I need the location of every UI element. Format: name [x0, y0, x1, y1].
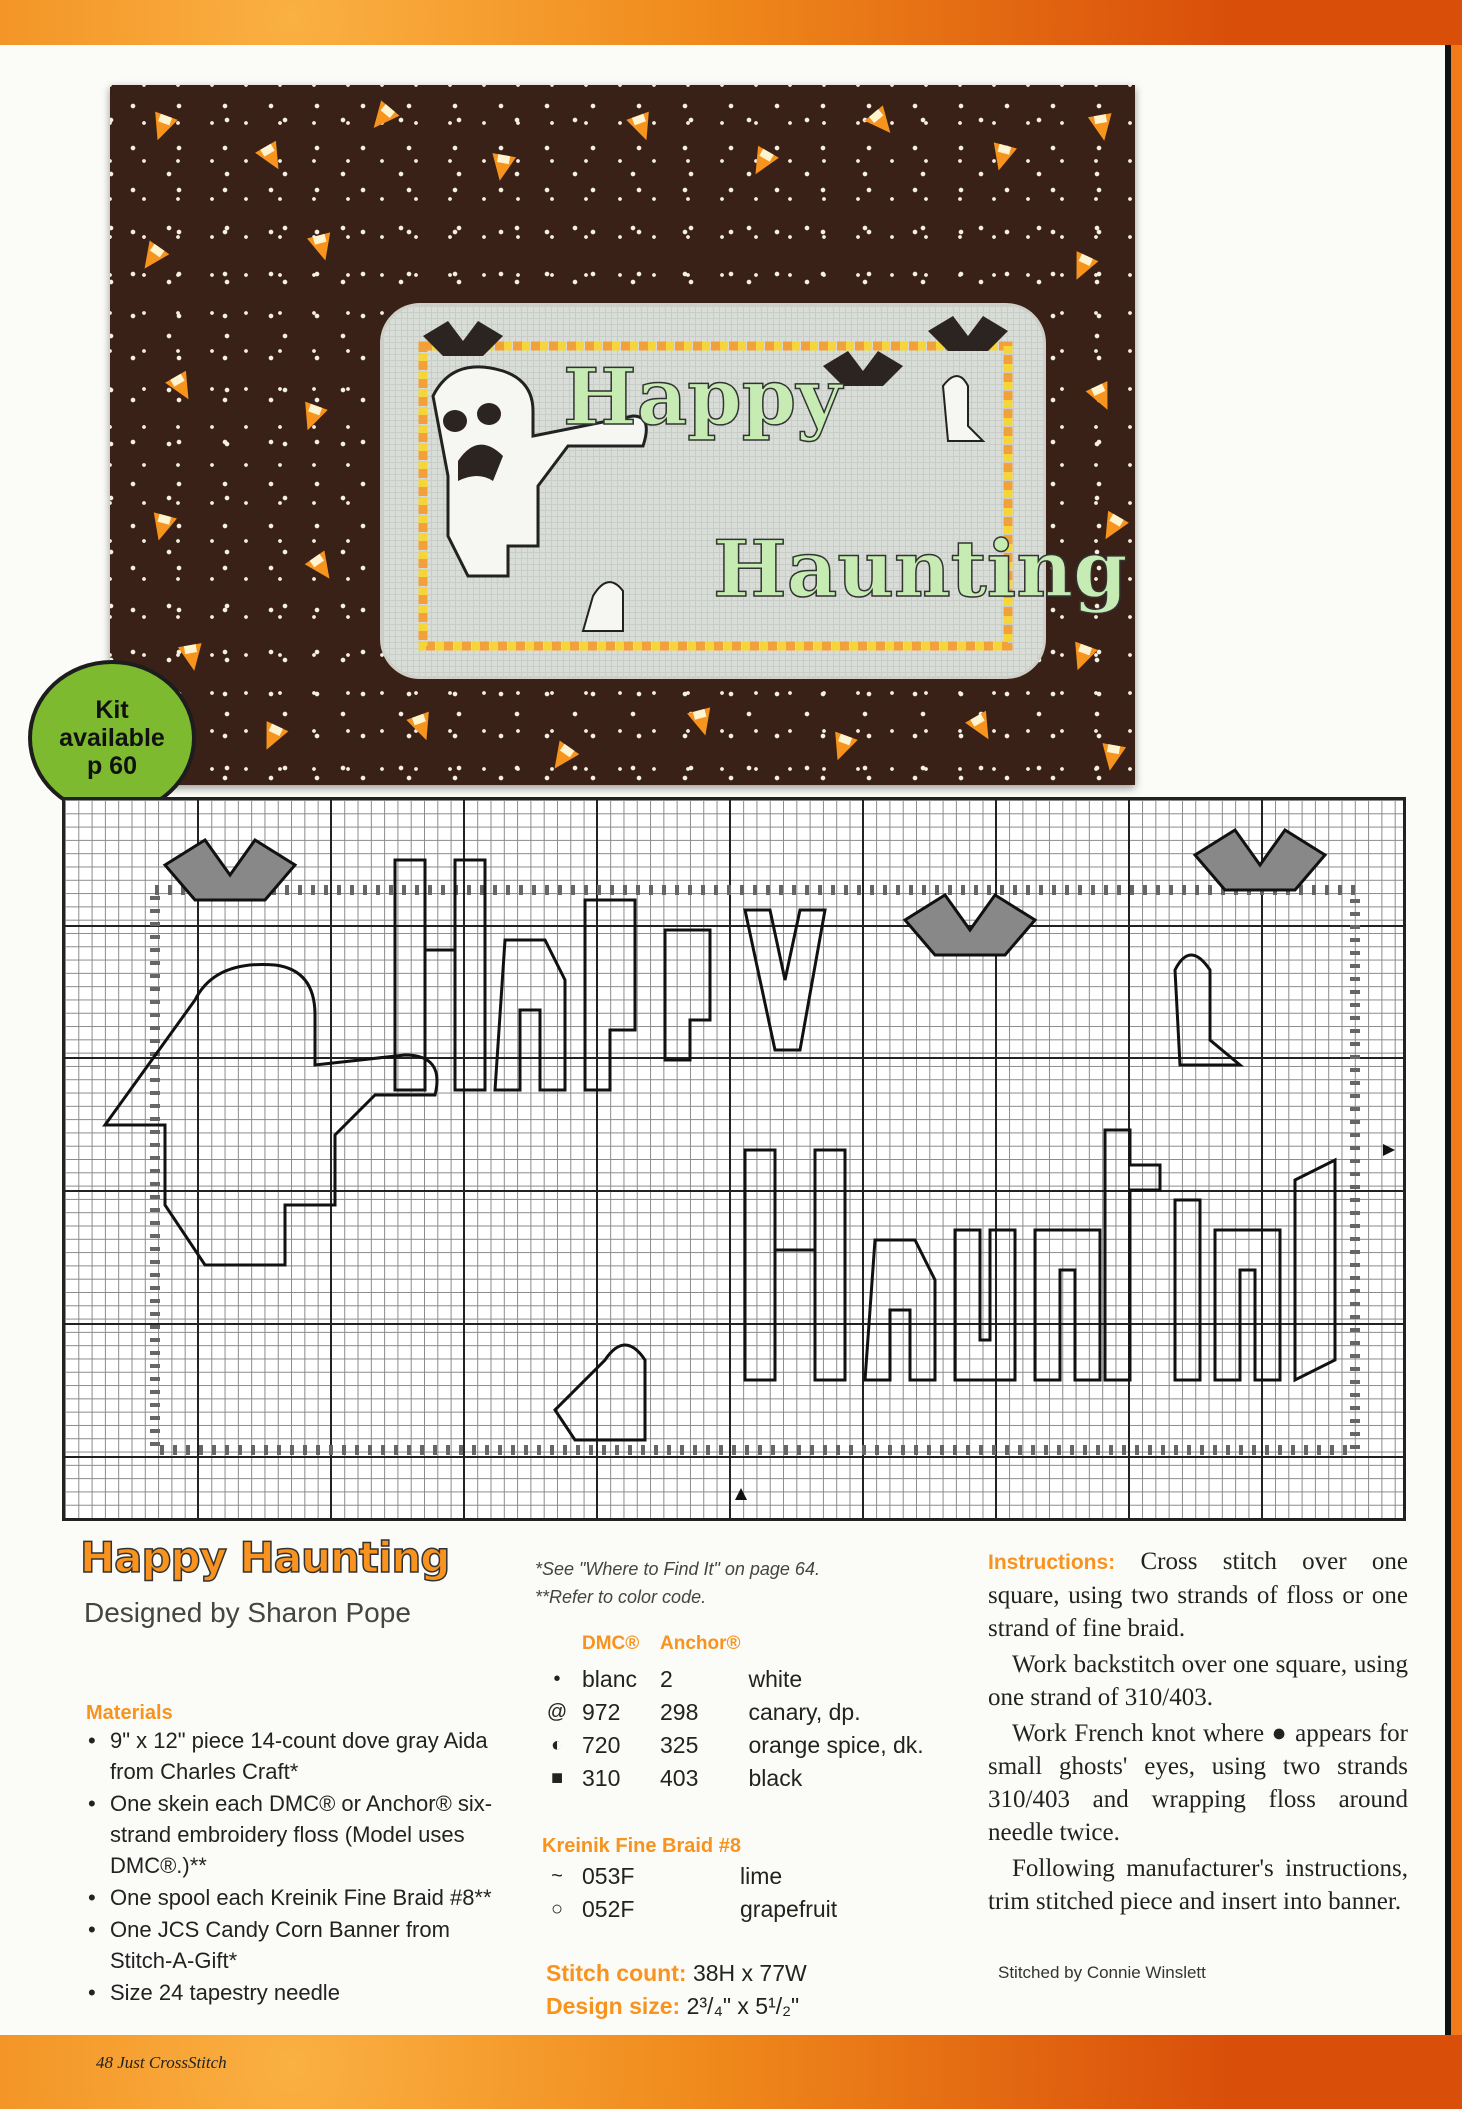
candy-corn-print — [307, 232, 337, 263]
color-key-row: • blanc 2 white — [540, 1663, 932, 1696]
chart-ghost-small-bottom — [555, 1345, 645, 1440]
center-arrow-right — [1383, 1144, 1395, 1156]
instructions — [988, 1545, 1408, 1921]
chart-lettering — [395, 860, 1335, 1380]
symbol-at: @ — [546, 1701, 568, 1723]
symbol-half-circle: ◐ — [550, 1734, 564, 1756]
materials-item: • 9" x 12" piece 14-count dove gray Aida from Charles Craft* — [86, 1725, 506, 1787]
small-ghost-bottom — [583, 582, 623, 631]
footnotes — [535, 1555, 820, 1611]
color-key-row: ■ 310 403 black — [540, 1762, 932, 1795]
candy-corn-print — [1098, 743, 1126, 773]
anchor-header: Anchor® — [660, 1633, 741, 1654]
page-folio: 48 Just CrossStitch — [96, 2053, 227, 2072]
color-key-row: @ 972 298 canary, dp. — [540, 1696, 932, 1729]
candy-corn-print — [364, 100, 399, 135]
candy-corn-print — [178, 643, 206, 673]
instructions-p3: Work French knot where ● appears for small ghosts' eyes, using two strands 310/403 and wrapping floss around needle twice. — [988, 1720, 1408, 1846]
stitched-by-credit: Stitched by Connie Winslett — [998, 1963, 1206, 1982]
kit-available-badge — [28, 660, 196, 816]
color-code-note: **Refer to color code. — [535, 1587, 707, 1607]
candy-corn-print — [545, 740, 580, 775]
candy-corn-print — [687, 707, 717, 738]
stitched-word-happy: Happy — [563, 352, 842, 443]
magazine-page — [0, 45, 1451, 2035]
kreinik-heading: Kreinik Fine Braid #8 — [542, 1835, 741, 1857]
bat-left — [423, 321, 503, 356]
color-key-table — [540, 1633, 932, 1795]
instructions-lead: Instructions: — [988, 1551, 1116, 1574]
stitched-design — [383, 306, 1128, 676]
kit-badge-line-1: Kit — [95, 696, 129, 724]
instructions-p1: Cross stitch over one square, using two strands of floss or one strand of fine braid. — [988, 1548, 1408, 1642]
candy-corn-print — [826, 732, 857, 765]
candy-corn-print — [488, 153, 516, 183]
candy-corn-print — [745, 146, 779, 181]
candy-corn-print — [147, 512, 177, 543]
pattern-title: Happy Haunting — [80, 1533, 450, 1582]
chart-ghost-small-right — [1175, 955, 1240, 1065]
candy-corn-print — [1066, 251, 1099, 285]
candy-corn-print — [965, 711, 999, 746]
candy-corn-print — [987, 142, 1017, 173]
kreinik-row: ○ 052F grapefruit — [540, 1893, 845, 1926]
materials-heading: Materials — [86, 1702, 173, 1724]
kit-badge-line-2: available — [59, 724, 165, 752]
materials-item: • One spool each Kreinik Fine Braid #8** — [86, 1882, 506, 1913]
symbol-dot: • — [553, 1668, 561, 1690]
candy-corn-print — [256, 721, 289, 755]
stitch-stats — [546, 1957, 807, 2023]
materials-item: • One skein each DMC® or Anchor® six-strand embroidery floss (Model uses DMC®.)** — [86, 1788, 506, 1881]
chart-symbols — [65, 800, 1403, 1518]
stitch-count-label: Stitch count: — [546, 1960, 687, 1986]
chart-bat-right — [1195, 830, 1325, 890]
instructions-p2: Work backstitch over one square, using one strand of 310/403. — [988, 1651, 1408, 1711]
cross-stitch-chart — [62, 797, 1406, 1521]
candy-corn-print — [1066, 642, 1097, 675]
symbol-circle: ○ — [550, 1898, 564, 1920]
candy-corn-print — [1086, 381, 1119, 415]
color-key-row: ◐ 720 325 orange spice, dk. — [540, 1729, 932, 1762]
candy-corn-print — [1088, 113, 1116, 143]
design-size-value: 2³/₄" x 5¹/₂" — [686, 1993, 800, 2019]
candy-corn-print — [305, 550, 340, 585]
kreinik-row: ~ 053F lime — [540, 1860, 845, 1893]
kit-badge-line-3: p 60 — [86, 752, 137, 780]
candy-corn-print — [135, 240, 170, 275]
candy-corn-print — [406, 712, 437, 745]
design-size-label: Design size: — [546, 1993, 681, 2019]
candy-corn-banner-photo — [110, 85, 1135, 785]
center-arrow-bottom — [735, 1488, 747, 1500]
where-to-find-note: *See "Where to Find It" on page 64. — [535, 1559, 820, 1579]
stitch-count-value: 38H x 77W — [692, 1960, 807, 1986]
candy-corn-print — [296, 402, 327, 435]
materials-list — [86, 1725, 506, 2009]
stitched-aida-panel — [380, 303, 1128, 679]
instructions-p4: Following manufacturer's instructions, trim stitched piece and insert into banner. — [988, 1855, 1408, 1915]
candy-corn-print — [864, 105, 899, 140]
small-ghost-right — [943, 376, 983, 441]
kreinik-table — [540, 1860, 845, 1926]
candy-corn-print — [626, 112, 657, 145]
materials-item: • One JCS Candy Corn Banner from Stitch-A-Gift* — [86, 1914, 506, 1976]
chart-ghost-large — [105, 964, 437, 1265]
materials-item: • Size 24 tapestry needle — [86, 1977, 506, 2008]
dmc-header: DMC® — [582, 1633, 640, 1654]
symbol-tilde: ~ — [551, 1865, 563, 1887]
candy-corn-print — [255, 141, 289, 176]
designer-credit: Designed by Sharon Pope — [84, 1597, 411, 1628]
stitched-word-haunting: Haunting — [713, 524, 1128, 615]
candy-corn-print — [165, 371, 199, 406]
top-orange-background — [0, 0, 1462, 45]
symbol-square: ■ — [550, 1767, 564, 1789]
candy-corn-print — [146, 112, 177, 145]
